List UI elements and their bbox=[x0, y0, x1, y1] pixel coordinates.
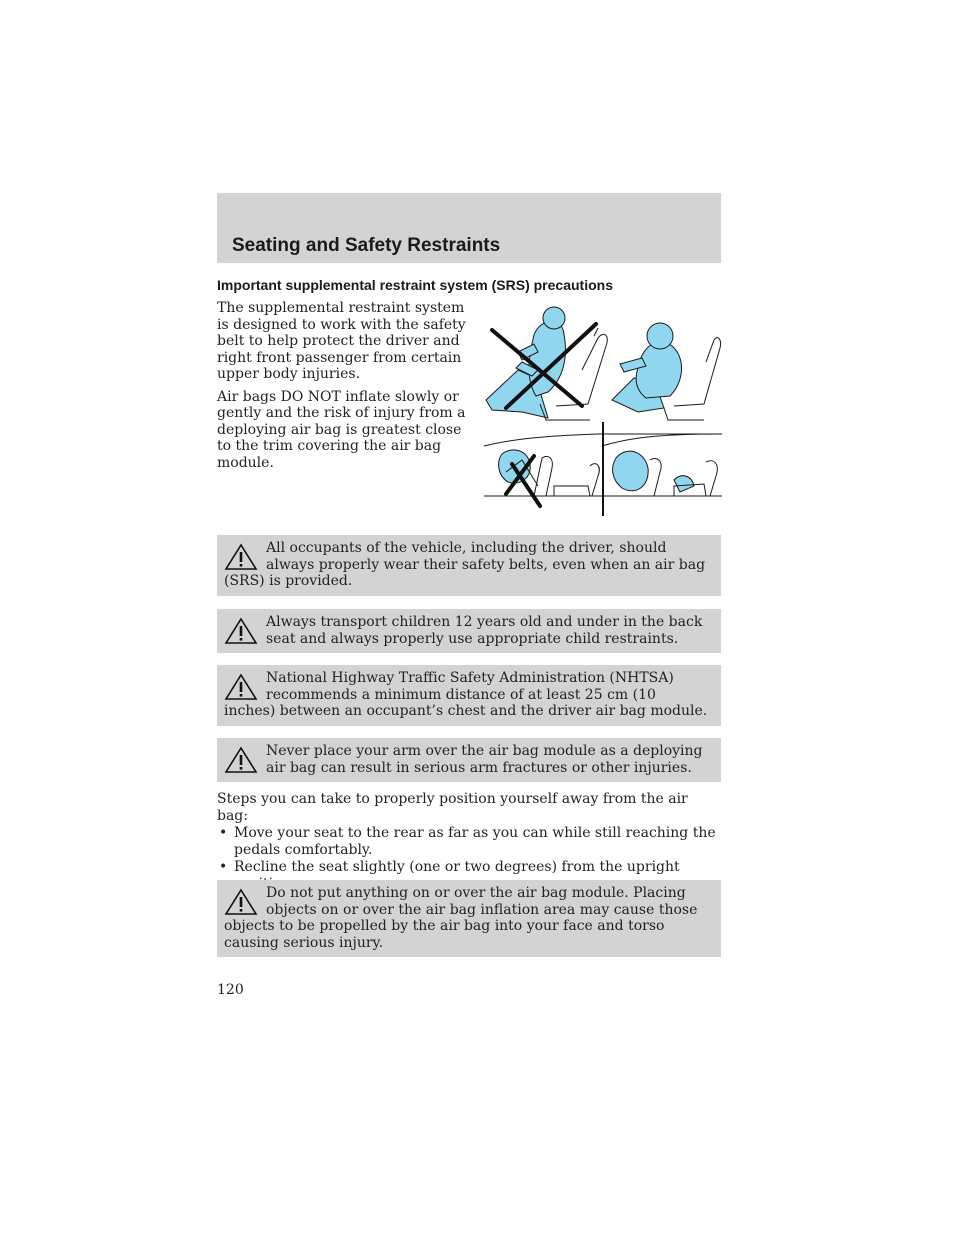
warning-text: Always transport children 12 years old and under in the back seat and always properly use appropriate child restraints. bbox=[266, 614, 703, 647]
warning-triangle-icon bbox=[224, 673, 258, 701]
intro-paragraph: Air bags DO NOT inflate slowly or gently and the risk of injury from a deploying air bag is greatest close to the trim covering the air bag module. bbox=[217, 388, 466, 471]
warning-triangle-icon bbox=[224, 888, 258, 916]
section-header bbox=[217, 193, 721, 263]
section-heading: Important supplemental restraint system (SRS) precautions bbox=[217, 277, 613, 293]
bullet-icon: • bbox=[219, 859, 228, 875]
warning-box bbox=[217, 665, 721, 726]
bullet-icon: • bbox=[219, 825, 228, 841]
warning-text: All occupants of the vehicle, including the driver, should always properly wear their safety belts, even when an air bag (SRS) is provided. bbox=[224, 540, 706, 589]
list-item-text: Move your seat to the rear as far as you can while still reaching the pedals comfortably. bbox=[234, 825, 716, 858]
steps-intro: Steps you can take to properly position yourself away from the air bag: bbox=[217, 791, 688, 824]
intro-paragraph: The supplemental restraint system is designed to work with the safety belt to help protect the driver and right front passenger from certain upper body injuries. bbox=[217, 300, 466, 382]
warning-box bbox=[217, 880, 721, 957]
warning-text: National Highway Traffic Safety Administration (NHTSA) recommends a minimum distance of at least 25 cm (10 inches) between an occupant’s chest and the driver air bag module. bbox=[224, 670, 708, 719]
warning-box bbox=[217, 738, 721, 782]
page-title: Seating and Safety Restraints bbox=[232, 235, 501, 256]
warning-triangle-icon bbox=[224, 543, 258, 571]
warning-text: Never place your arm over the air bag module as a deploying air bag can result in serious arm fractures or other injuries. bbox=[266, 743, 703, 776]
warning-triangle-icon bbox=[224, 746, 258, 774]
airbag-illustration bbox=[478, 300, 722, 518]
page-number: 120 bbox=[217, 982, 244, 998]
positioning-steps bbox=[217, 791, 721, 892]
warning-triangle-icon bbox=[224, 617, 258, 645]
list-item-text: Recline the seat slightly (one or two degrees) from the upright bbox=[234, 859, 680, 875]
intro-text bbox=[217, 300, 472, 477]
warning-text: Do not put anything on or over the air bag module. Placing objects on or over the air bag inflation area may cause those objects to be propelled by the air bag into your face and torso causing serious injury. bbox=[224, 885, 698, 951]
list-item bbox=[217, 825, 721, 858]
warning-box bbox=[217, 609, 721, 653]
warning-box bbox=[217, 535, 721, 596]
